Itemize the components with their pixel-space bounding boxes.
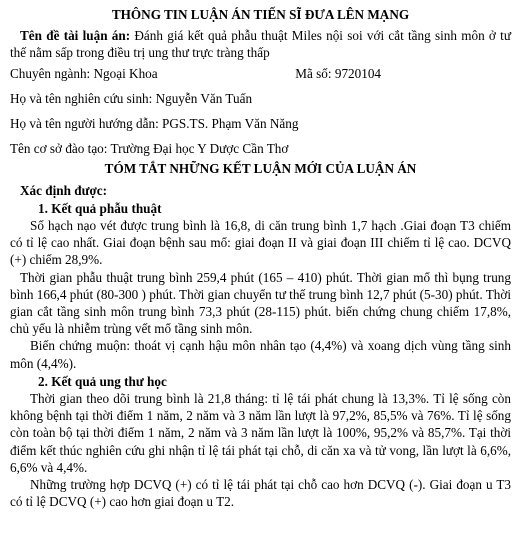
thesis-title-label: Tên đề tài luận án: [20,28,131,44]
section1-paragraph-2: Thời gian phẫu thuật trung bình 259,4 phút (165 – 410) phút. Thời gian mổ thì bụng trung bình 166,4 phút (80-300 ) phút. Thời gian chuyển tư thế trung bình 12,7 phút (5-30) phút. Thời gian cắt tầng sinh môn trung bình 73,3 phút (28-115) phút. biến chứng chung chiếm 17,8%, chủ yếu là nhiễm trùng vết mổ tầng sinh môn. [10,269,511,337]
advisor-label: Họ và tên người hướng dẫn: [10,116,159,132]
code-label: Mã số: [295,65,332,81]
summary-title: TÓM TẮT NHỮNG KẾT LUẬN MỚI CỦA LUẬN ÁN [104,161,417,177]
advisor-value: PGS.TS. Phạm Văn Năng [162,116,299,132]
section1-paragraph-1: Số hạch nạo vét được trung bình là 16,8, di căn trung bình 1,7 hạch .Giai đoạn T3 chiếm có tỉ lệ cao nhất. Giai đoạn bệnh sau mổ: giai đoạn II và giai đoạn III chiếm tỉ lệ cao. DCVQ (+) chiếm 28,9%. [10,218,511,268]
section2-heading: 2. Kết quả ung thư học [38,373,167,389]
section2-paragraph-1: Thời gian theo dõi trung bình là 21,8 tháng: tỉ lệ tái phát chung là 13,3%. Tỉ lệ sống còn không bệnh tại thời điểm 1 năm, 2 năm và 3 năm lần lượt là 97,2%, 85,5% và 76%. Tỉ lệ sống còn toàn bộ tại thời điểm 1 năm, 2 năm và 3 năm lần lượt là 100%, 95,2% và 85,7%. Tại thời điểm kết thúc nghiên cứu ghi nhận tỉ lệ tái phát tại chỗ, di căn xa và tử vong, lần lượt là 6,6%, 6,6% và 4,4%. [10,391,511,475]
major-field [10,65,158,82]
thesis-title-line [10,27,511,61]
thesis-title-value: Đánh giá kết quả phẫu thuật Miles nội soi với cắt tầng sinh môn ở tư thế nằm sấp trong điều trị ung thư trực tràng thấp [10,28,511,61]
major-value: Ngoại Khoa [93,65,158,81]
student-label: Họ và tên nghiên cứu sinh: [10,90,153,106]
determined-heading: Xác định được: [20,182,108,198]
student-value: Nguyễn Văn Tuấn [155,90,253,106]
section1-heading: 1. Kết quả phẫu thuật [38,200,162,216]
major-label: Chuyên ngành: [10,65,91,81]
section2-paragraph-2: Những trường hợp DCVQ (+) có tỉ lệ tái phát tại chỗ cao hơn DCVQ (-). Giai đoạn u T3 có tỉ lệ DCVQ (+) cao hơn giai đoạn u T2. [10,477,511,510]
page-title: THÔNG TIN LUẬN ÁN TIẾN SĨ ĐƯA LÊN MẠNG [111,7,410,22]
school-label: Tên cơ sở đào tạo: [10,141,108,157]
school-value: Trường Đại học Y Dược Cần Thơ [110,141,289,157]
section1-paragraph-3: Biến chứng muộn: thoát vị cạnh hậu môn nhân tạo (4,4%) và xoang dịch vùng tầng sinh môn (4,4%). [10,338,511,371]
student-line [10,90,511,107]
advisor-line [10,115,511,132]
school-line [10,140,511,157]
code-field [295,65,381,82]
major-line [10,65,511,82]
code-value: 9720104 [334,65,381,81]
